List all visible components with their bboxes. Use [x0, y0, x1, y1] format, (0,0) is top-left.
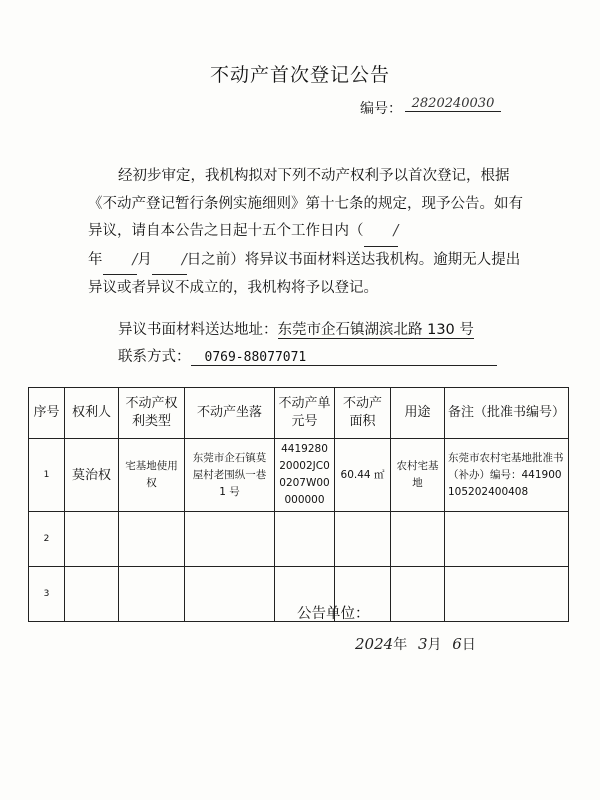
- header-area: 不动产面积: [335, 388, 391, 439]
- cell-holder: [65, 567, 119, 622]
- address-line: [118, 318, 474, 339]
- cell-location: 东莞市企石镇莫屋村老围纵一巷 1 号: [185, 439, 275, 512]
- cell-usage: 农村宅基地: [391, 439, 445, 512]
- cell-area: [335, 512, 391, 567]
- table-row: [29, 512, 569, 567]
- notice-body: [88, 163, 528, 303]
- date-month: 3: [417, 635, 428, 653]
- cell-unit-no: 441928020002JC00207W00000000: [275, 439, 335, 512]
- announcement-date: [355, 634, 476, 654]
- cell-right-type: 宅基地使用权: [119, 439, 185, 512]
- doc-number-value: 2820240030: [405, 96, 501, 112]
- year-unit: 年: [88, 251, 103, 268]
- address-value: 东莞市企石镇湖滨北路 130 号: [277, 322, 474, 338]
- cell-location: [185, 512, 275, 567]
- address-label: 异议书面材料送达地址：: [118, 322, 278, 338]
- cell-note: [445, 512, 569, 567]
- body-text-2: 日之前）将异议书面材料送达我机构。逾期无人提出异议或者异议不成立的，我机构将予以登记。: [88, 251, 521, 296]
- cell-seq: 3: [29, 567, 65, 622]
- contact-value: 0769-88077071: [191, 350, 497, 366]
- cell-holder: 莫治权: [65, 439, 119, 512]
- cell-seq: 1: [29, 439, 65, 512]
- header-usage: 用途: [391, 388, 445, 439]
- table-header-row: [29, 388, 569, 439]
- doc-number-label: 编号：: [360, 101, 402, 117]
- cell-seq: 2: [29, 512, 65, 567]
- cell-note: [445, 567, 569, 622]
- header-unit-no: 不动产单元号: [275, 388, 335, 439]
- cell-right-type: [119, 512, 185, 567]
- date-year-unit: 年: [393, 637, 408, 653]
- objection-year-blank: /: [364, 218, 399, 247]
- contact-line: [118, 345, 497, 366]
- cell-usage: [391, 512, 445, 567]
- header-note: 备注（批准书编号）: [445, 388, 569, 439]
- body-text-1: 经初步审定，我机构拟对下列不动产权利予以首次登记，根据《不动产登记暂行条例实施细则》第十七条的规定，现予公告。如有异议，请自本公告之日起十五个工作日内（: [88, 168, 523, 239]
- date-day-unit: 日: [461, 637, 476, 653]
- date-month-unit: 月: [427, 637, 442, 653]
- header-holder: 权利人: [65, 388, 119, 439]
- header-right-type: 不动产权利类型: [119, 388, 185, 439]
- date-day: 6: [452, 635, 462, 653]
- header-location: 不动产坐落: [185, 388, 275, 439]
- cell-right-type: [119, 567, 185, 622]
- header-seq: 序号: [29, 388, 65, 439]
- cell-usage: [391, 567, 445, 622]
- cell-unit-no: [275, 512, 335, 567]
- objection-day-blank: /: [152, 247, 187, 276]
- contact-label: 联系方式：: [118, 349, 191, 365]
- registration-table: [28, 387, 569, 622]
- cell-note: 东莞市农村宅基地批准书（补办）编号：441900105202400408: [445, 439, 569, 512]
- date-year: 2024: [355, 635, 394, 653]
- cell-holder: [65, 512, 119, 567]
- cell-area: 60.44 ㎡: [335, 439, 391, 512]
- cell-location: [185, 567, 275, 622]
- month-unit: 月: [137, 251, 152, 268]
- notice-title: 不动产首次登记公告: [209, 64, 390, 86]
- announcing-unit-label: 公告单位：: [297, 606, 370, 622]
- objection-month-blank: /: [103, 247, 138, 276]
- table-row: [29, 439, 569, 512]
